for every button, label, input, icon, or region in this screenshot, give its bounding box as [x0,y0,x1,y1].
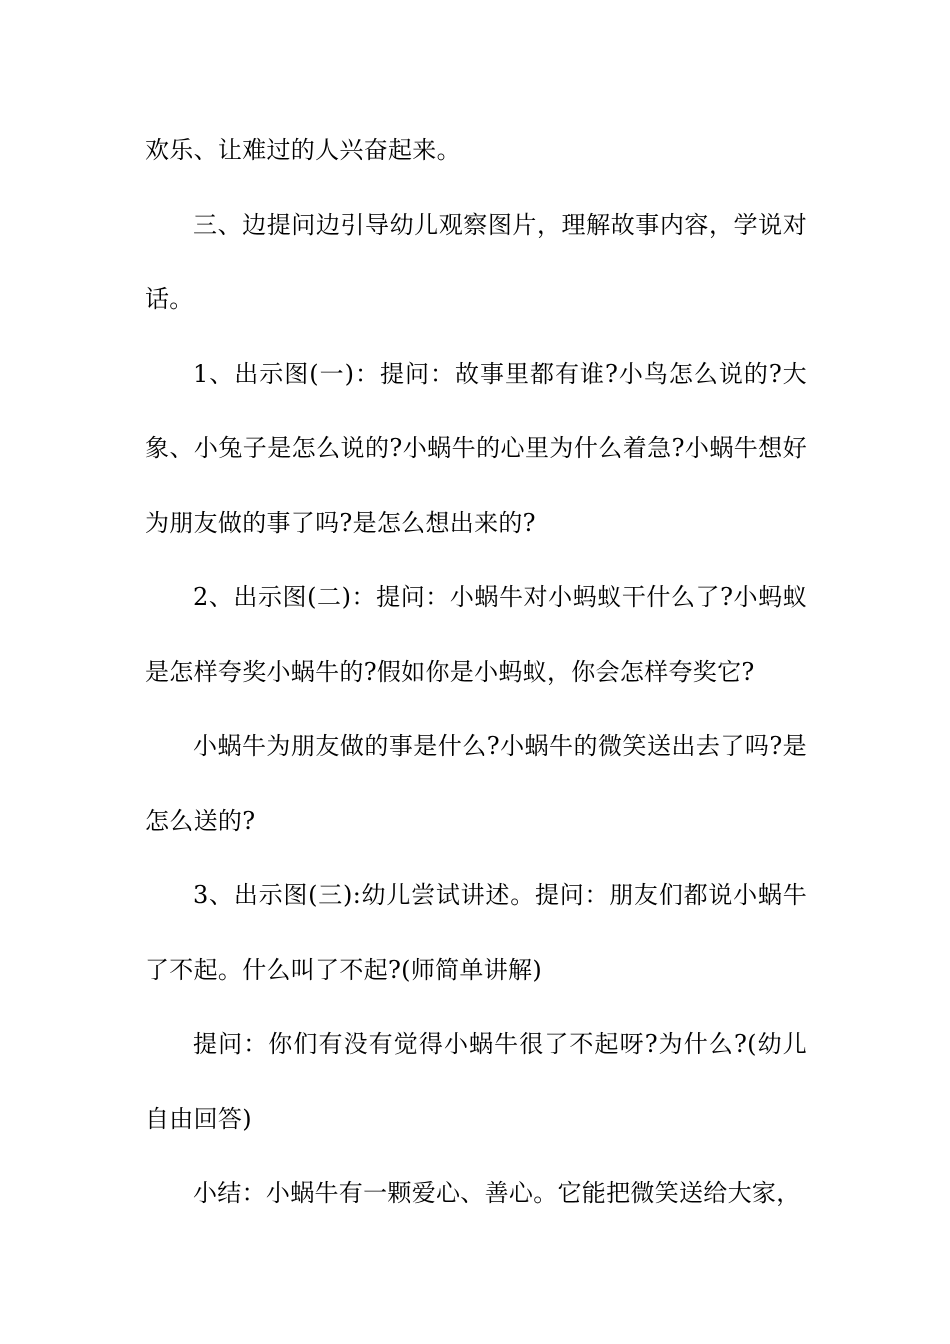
paragraph-1: 欢乐、让难过的人兴奋起来。 [145,136,461,164]
paragraph-3: 1、出示图(一)：提问：故事里都有谁?小鸟怎么说的?大象、小兔子是怎么说的?小蜗牛的心里为什么着急?小蜗牛想好为朋友做的事了吗?是怎么想出来的? [145,359,807,537]
paragraph-7: 提问：你们有没有觉得小蜗牛很了不起呀?为什么?(幼儿自由回答) [145,1030,807,1133]
paragraph-2: 三、边提问边引导幼儿观察图片，理解故事内容，学说对话。 [145,210,807,313]
paragraph-6: 3、出示图(三):幼儿尝试讲述。提问：朋友们都说小蜗牛了不起。什么叫了不起?(师简单讲解) [145,881,807,984]
document-body [145,113,807,1231]
paragraph-4: 2、出示图(二)：提问：小蜗牛对小蚂蚁干什么了?小蚂蚁是怎样夸奖小蜗牛的?假如你是小蚂蚁，你会怎样夸奖它? [145,583,807,686]
paragraph-8: 小结：小蜗牛有一颗爱心、善心。它能把微笑送给大家， [193,1179,801,1207]
paragraph-5: 小蜗牛为朋友做的事是什么?小蜗牛的微笑送出去了吗?是怎么送的? [145,732,807,835]
